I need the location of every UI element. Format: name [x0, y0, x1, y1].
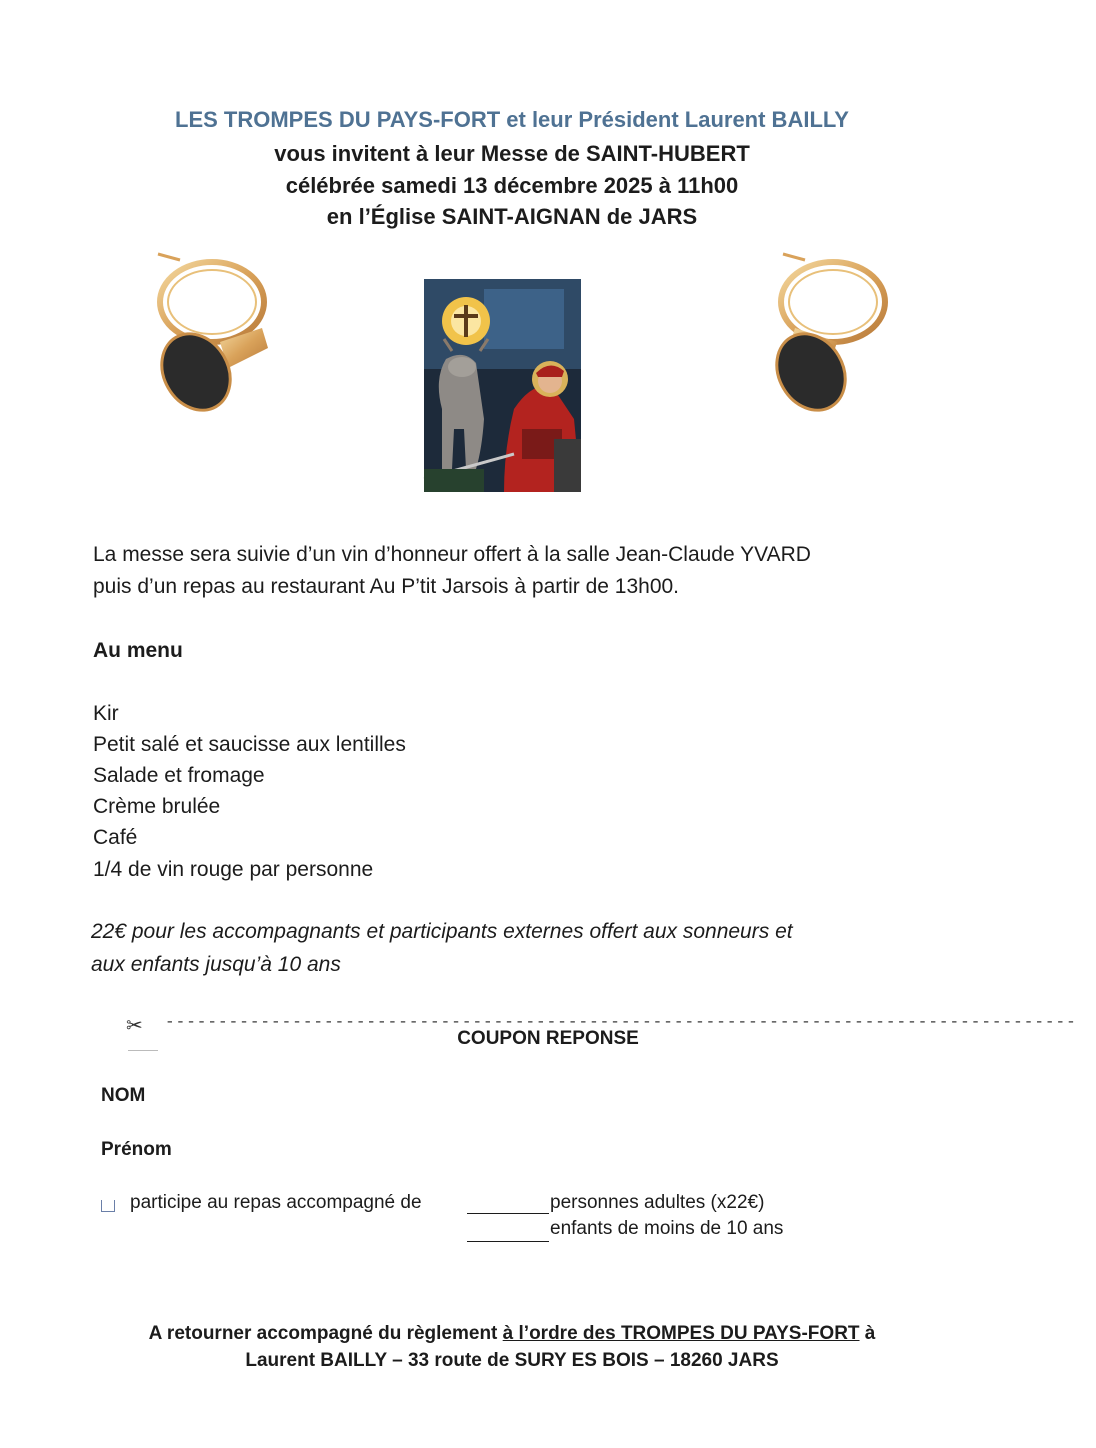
coupon-title: COUPON REPONSE [457, 1028, 639, 1049]
footer-payee: à l’ordre des TROMPES DU PAYS-FORT [502, 1323, 860, 1344]
adults-count-field[interactable] [467, 1195, 549, 1214]
price-line-2: aux enfants jusqu’à 10 ans [91, 953, 341, 976]
menu-item: Kir [93, 702, 119, 725]
scissors-icon: ✂ [126, 1015, 143, 1037]
menu-item: Café [93, 826, 138, 849]
children-label: enfants de moins de 10 ans [550, 1218, 784, 1239]
intro-line-1: La messe sera suivie d’un vin d’honneur offert à la salle Jean-Claude YVARD [93, 543, 811, 566]
menu-item: Petit salé et saucisse aux lentilles [93, 733, 406, 756]
header-title: LES TROMPES DU PAYS-FORT et leur Président Laurent BAILLY [175, 107, 849, 132]
intro-line-2: puis d’un repas au restaurant Au P’tit Jarsois à partir de 13h00. [93, 575, 680, 598]
footer-prefix: A retourner accompagné du règlement [148, 1323, 503, 1344]
participe-text: participe au repas accompagné de [130, 1192, 422, 1213]
adults-label: personnes adultes (x22€) [550, 1192, 765, 1213]
price-line-1: 22€ pour les accompagnants et participants externes offert aux sonneurs et [91, 920, 793, 943]
header-date-line: célébrée samedi 13 décembre 2025 à 11h00 [285, 173, 739, 198]
footer-address: Laurent BAILLY – 33 route de SURY ES BOIS – 18260 JARS [245, 1350, 779, 1371]
children-count-field[interactable] [467, 1223, 549, 1242]
divider-mark [128, 1050, 158, 1051]
header-invite-line: vous invitent à leur Messe de SAINT-HUBERT [274, 141, 750, 166]
hunting-horn-left-icon [150, 250, 280, 415]
menu-heading: Au menu [93, 639, 183, 662]
menu-item: Salade et fromage [93, 764, 265, 787]
footer-line-1 [0, 1323, 1024, 1345]
saint-hubert-stained-glass-icon [424, 279, 581, 492]
participation-checkbox[interactable] [101, 1200, 115, 1212]
prenom-label: Prénom [101, 1139, 172, 1160]
header-church-line: en l’Église SAINT-AIGNAN de JARS [326, 204, 698, 229]
cut-line-divider: -------------------------------------------------------------------------------------- [165, 1013, 1077, 1031]
menu-item: Crème brulée [93, 795, 221, 818]
hunting-horn-right-icon [765, 250, 895, 415]
footer-suffix: à [859, 1323, 876, 1344]
menu-item: 1/4 de vin rouge par personne [93, 858, 374, 881]
nom-label: NOM [101, 1085, 146, 1106]
